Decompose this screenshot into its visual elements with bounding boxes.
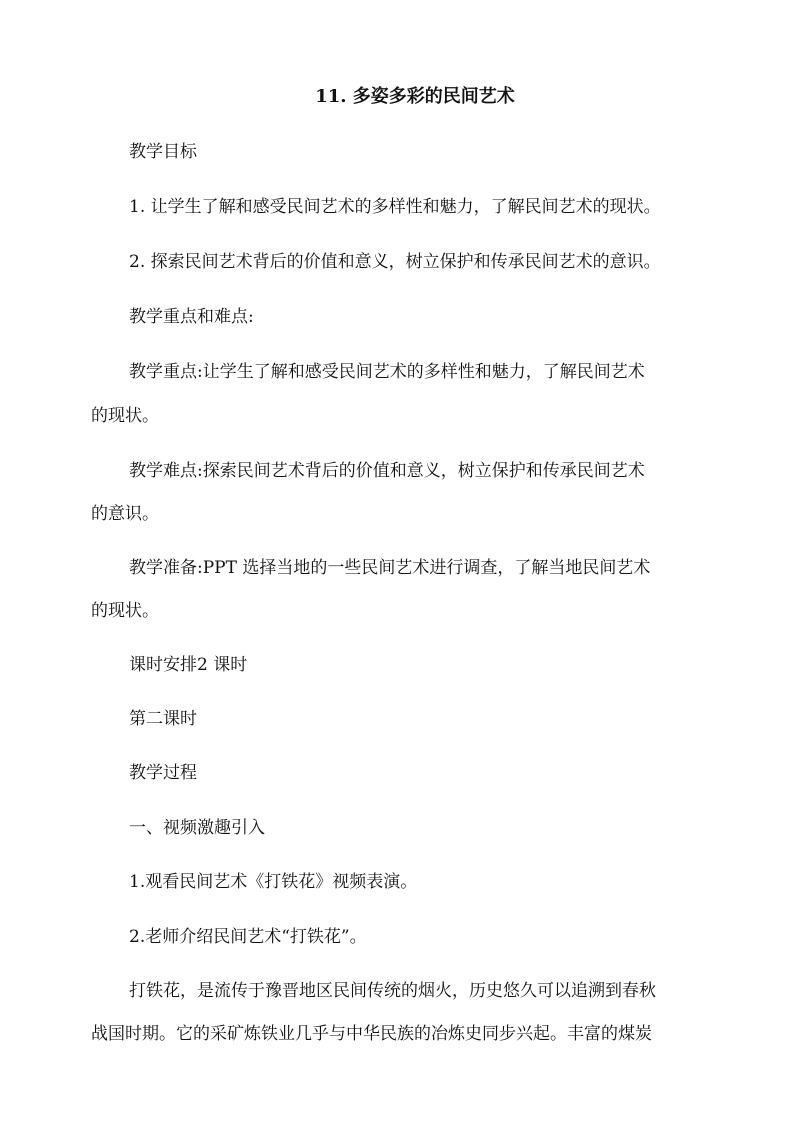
step-1-line: 1.观看民间艺术《打铁花》视频表演。 — [129, 872, 418, 892]
preparation-line: 教学准备:PPT 选择当地的一些民间艺术进行调查，了解当地民间艺术 — [129, 558, 651, 578]
schedule-line: 课时安排2 课时 — [129, 655, 248, 675]
step-2-line: 2.老师介绍民间艺术“打铁花”。 — [129, 927, 367, 947]
process-heading: 教学过程 — [129, 763, 197, 783]
difficulty-line-cont: 的意识。 — [91, 504, 159, 524]
key-point-line-cont: 的现状。 — [91, 406, 159, 426]
preparation-line-cont: 的现状。 — [91, 601, 159, 621]
paragraph-line-2: 战国时期。它的采矿炼铁业几乎与中华民族的冶炼史同步兴起。丰富的煤炭 — [91, 1024, 652, 1044]
key-point-line: 教学重点:让学生了解和感受民间艺术的多样性和魅力，了解民间艺术 — [129, 362, 645, 382]
heading-key-points: 教学重点和难点: — [129, 307, 254, 327]
document-title: 11. 多姿多彩的民间艺术 — [315, 86, 515, 107]
goal-item-2: 2. 探索民间艺术背后的价值和意义，树立保护和传承民间艺术的意识。 — [129, 252, 661, 272]
heading-teaching-goals: 教学目标 — [129, 142, 197, 162]
paragraph-line-1: 打铁花，是流传于豫晋地区民间传统的烟火，历史悠久可以追溯到春秋 — [129, 981, 656, 1001]
section-one-heading: 一、视频激趣引入 — [129, 818, 265, 838]
difficulty-line: 教学难点:探索民间艺术背后的价值和意义，树立保护和传承民间艺术 — [129, 461, 645, 481]
goal-item-1: 1. 让学生了解和感受民间艺术的多样性和魅力，了解民间艺术的现状。 — [129, 197, 661, 217]
second-lesson-heading: 第二课时 — [129, 709, 197, 729]
